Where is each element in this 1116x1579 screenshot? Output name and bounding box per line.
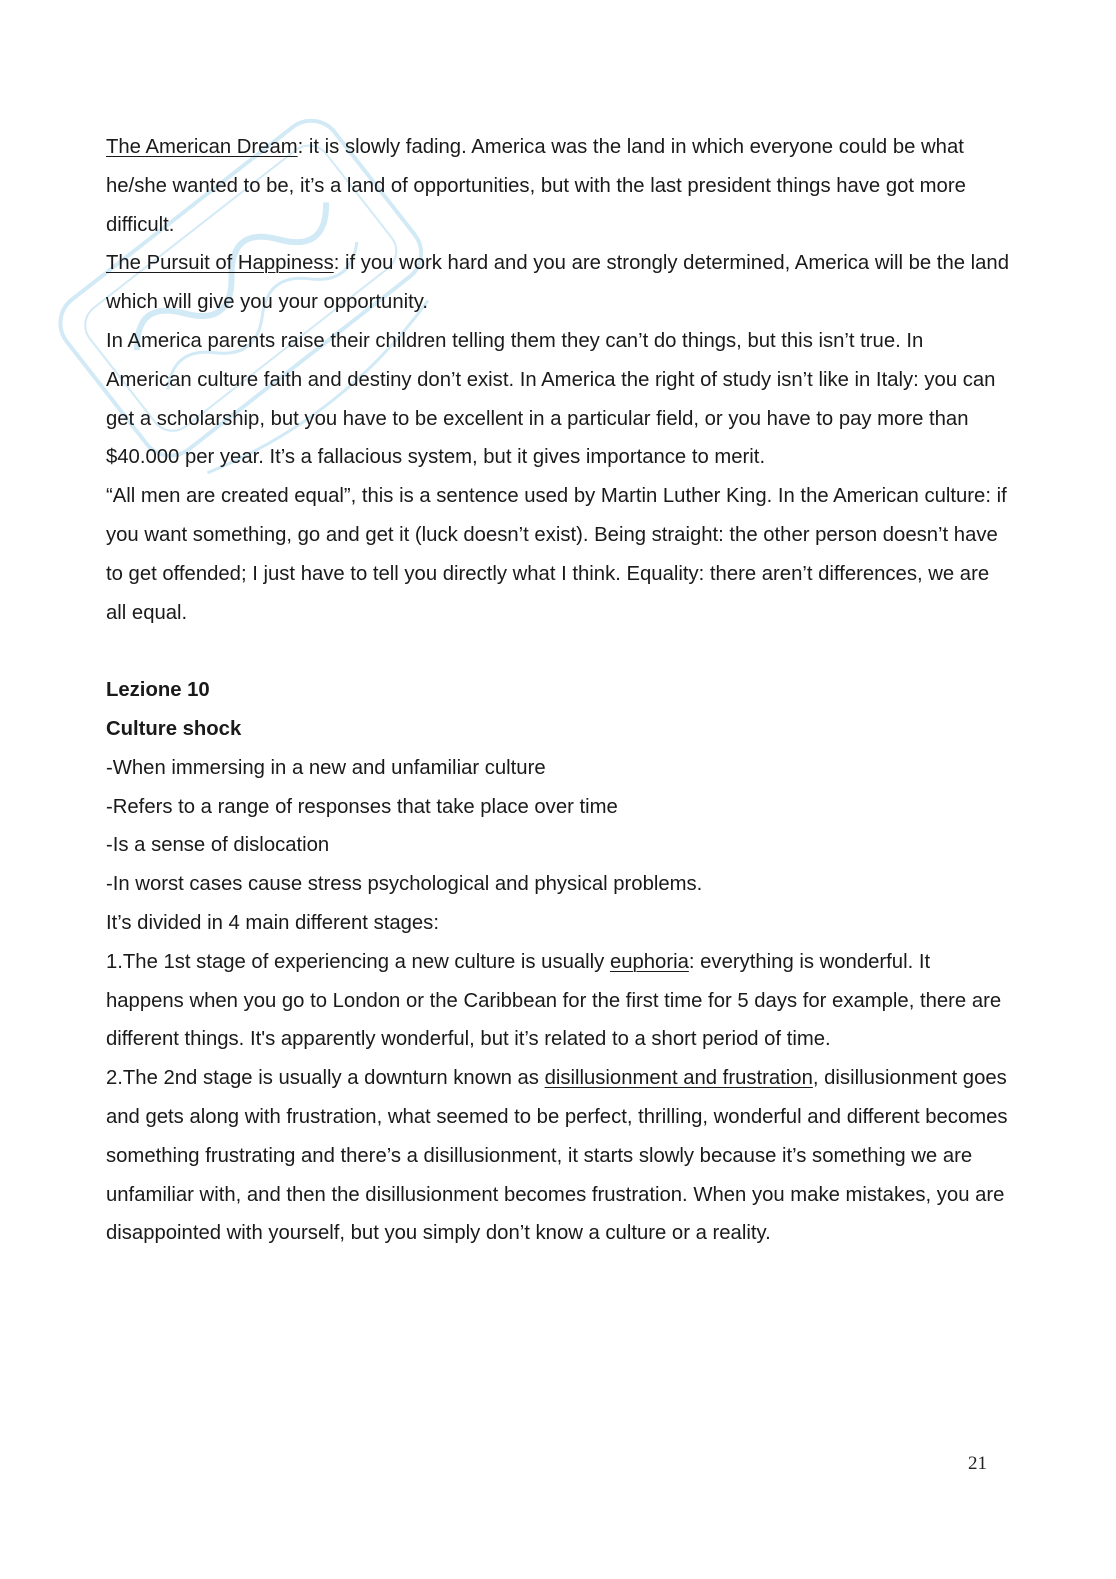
lesson-heading: Lezione 10 bbox=[106, 679, 210, 702]
list-item: -Refers to a range of responses that take place over time bbox=[106, 795, 618, 818]
paragraph-text: , disillusionment goes and gets along with frustration, what seemed to be perfect, thrilling, wonderful and different becomes something frustrating and there’s a disillusionment, it starts slowly because it’s something we are unfamiliar with, and then the disillusionment becomes frustration. When you make mistakes, you are disappointed with yourself, but you simply don’t know a culture or a reality. bbox=[106, 1067, 1008, 1245]
paragraph-text: 2.The 2nd stage is usually a downturn known as bbox=[106, 1067, 545, 1090]
spacer bbox=[106, 632, 1011, 671]
page-content bbox=[106, 128, 1011, 1253]
stage-2-paragraph bbox=[106, 1059, 1011, 1253]
stages-intro: It’s divided in 4 main different stages: bbox=[106, 911, 439, 934]
term-euphoria: euphoria bbox=[609, 950, 689, 973]
paragraph-american-dream bbox=[106, 128, 1011, 244]
term-pursuit-of-happiness: The Pursuit of Happiness bbox=[106, 252, 334, 275]
section-title: Culture shock bbox=[106, 717, 242, 740]
paragraph-text: : it is slowly fading. America was the land in which everyone could be what he/she wanted to be, it’s a land of opportunities, but with the last president things have got more difficult. bbox=[106, 136, 966, 236]
paragraph-text: 1.The 1st stage of experiencing a new culture is usually bbox=[106, 950, 610, 973]
term-disillusionment: disillusionment and frustration bbox=[544, 1067, 813, 1090]
list-item: -Is a sense of dislocation bbox=[106, 834, 330, 857]
stage-1-paragraph bbox=[106, 943, 1011, 1059]
page-number: 21 bbox=[968, 1453, 987, 1474]
paragraph-all-men-equal: “All men are created equal”, this is a sentence used by Martin Luther King. In the American culture: if you want something, go and get it (luck doesn’t exist). Being straight: the other person doesn’t have to get offended; I just have to tell you directly what I think. Equality: there aren’t differences, we are all equal. bbox=[106, 485, 1007, 624]
list-item: -In worst cases cause stress psychological and physical problems. bbox=[106, 873, 703, 896]
paragraph-text: : if you work hard and you are strongly determined, America will be the land which will give you your opportunity. bbox=[106, 252, 1009, 314]
paragraph-text: : everything is wonderful. It happens when you go to London or the Caribbean for the first time for 5 days for example, there are different things. It's apparently wonderful, but it’s related to a short period of time. bbox=[106, 950, 1002, 1051]
list-item: -When immersing in a new and unfamiliar culture bbox=[106, 756, 546, 779]
paragraph-america-education: In America parents raise their children telling them they can’t do things, but this isn’t true. In American culture faith and destiny don’t exist. In America the right of study isn’t like in Italy: you can get a scholarship, but you have to be excellent in a particular field, or you have to pay more than $40.000 per year. It’s a fallacious system, but it gives importance to merit. bbox=[106, 329, 996, 469]
term-american-dream: The American Dream bbox=[106, 136, 298, 158]
paragraph-pursuit-of-happiness bbox=[106, 244, 1011, 322]
